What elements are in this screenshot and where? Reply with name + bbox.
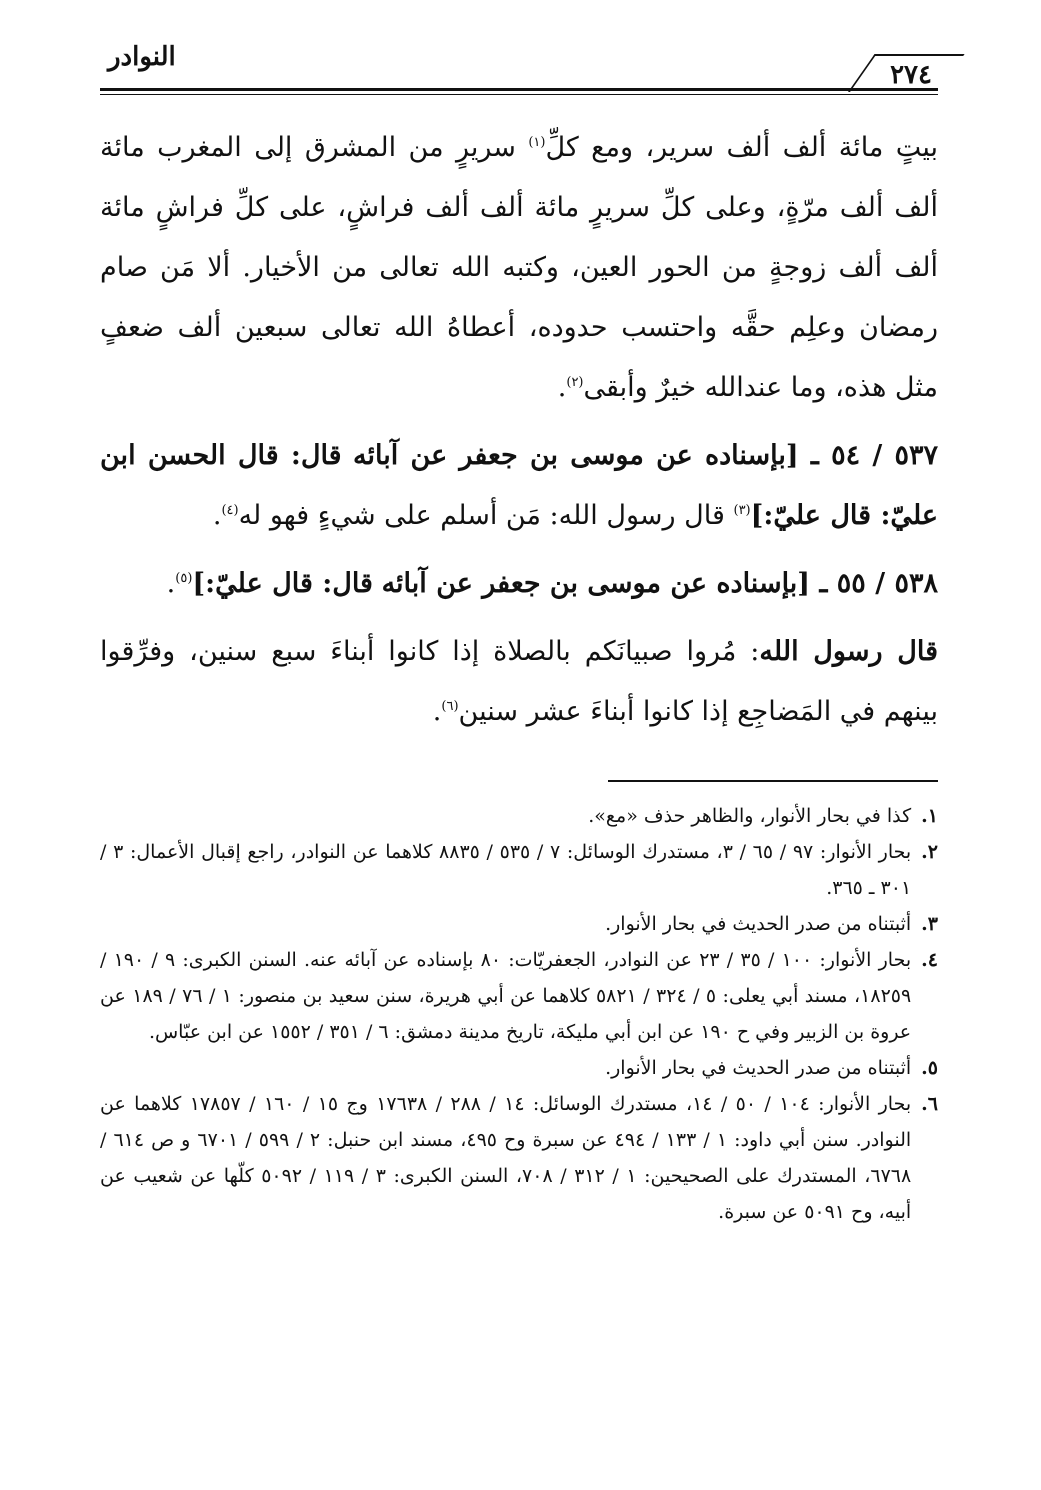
footnote-item: [100, 942, 938, 1050]
footnote-item: [100, 1086, 938, 1230]
hadith-chain: قال: قال عليّ:]: [192, 568, 373, 599]
header-rule: [100, 88, 938, 95]
footnote-number: ٥.: [921, 1057, 938, 1079]
hadith-text: : مُروا صبيانَكم بالصلاة إذا كانوا أبناءَ سبع سنين، وفرِّقوا بينهم في المَضاجِع إذا كانوا أبناءَ عشر سنين: [100, 636, 938, 727]
footnote-number: ٣.: [921, 913, 938, 935]
footnote-number: ١.: [921, 805, 938, 827]
main-text: [100, 118, 938, 750]
footnote-separator: [608, 780, 938, 782]
hadith-538-body: قال رسول الله: مُروا صبيانَكم بالصلاة إذا كانوا أبناءَ سبع سنين، وفرِّقوا بينهم في المَضاجِع إذا كانوا أبناءَ عشر سنين$^{(٦)}$.: [100, 636, 939, 727]
footnote-item: [100, 906, 938, 942]
running-title: النوادر: [108, 42, 176, 72]
footnote-number: ٦.: [921, 1093, 938, 1115]
footnote-text: كذا في بحار الأنوار، والظاهر حذف «مع».: [588, 805, 912, 827]
footnote-ref[interactable]: (٣): [733, 503, 751, 518]
page-number: ٢٧٤: [890, 60, 932, 90]
hadith-heading: ٥٣٨ / ٥٥ ـ [بإسناده عن موسى بن جعفر عن آبائه: [381, 568, 938, 599]
paragraph-text: سريرٍ من المشرق إلى المغرب مائة ألف ألف مرّةٍ، وعلى كلِّ سريرٍ مائة ألف ألف فراشٍ، على كلِّ فراشٍ مائة ألف ألف زوجةٍ من الحور العين، وكتبه الله تعالى من الأخيار. ألا مَن صام رمضان وعلِم حقَّه واحتسب حدوده، أعطاهُ الله تعالى سبعين ألف ضعفٍ مثل هذه، وما عندالله خيرٌ وأبقى: [100, 132, 938, 403]
footnote-text: بحار الأنوار: ١٠٤ / ٥٠ / ١٤، مستدرك الوسائل: ١٤ / ٢٨٨ / ١٧٦٣٨ وج ١٥ / ١٦٠ / ١٧٨٥٧ كلاهما عن النوادر. سنن أبي داود: ١ / ١٣٣ / ٤٩٤ عن سبرة وح ٤٩٥، مسند ابن حنبل: ٢ / ٥٩٩ / ٦٧٠١ و ص ٦١٤ / ٦٧٦٨، المستدرك على الصحيحين: ١ / ٣١٢ / ٧٠٨، السنن الكبرى: ٣ / ١١٩ / ٥٠٩٢ كلّها عن شعيب عن أبيه، وح ٥٠٩١ عن سبرة.: [100, 1093, 912, 1223]
footnote-number: ٢.: [921, 841, 938, 863]
paragraph-continuation: بيتٍ مائة ألف ألف سرير، ومع كلِّ$^{(١)}$ سريرٍ من المشرق إلى المغرب مائة ألف ألف مرّةٍ، وعلى كلِّ سريرٍ مائة ألف ألف فراشٍ، على كلِّ فراشٍ مائة ألف ألف زوجةٍ من الحور العين، وكتبه الله تعالى من الأخيار. ألا مَن صام رمضان وعلِم حقَّه واحتسب حدوده، أعطاهُ الله تعالى سبعين ألف ضعفٍ مثل هذه، وما عندالله خيرٌ وأبقى$^{(٢)}$.: [100, 132, 938, 403]
footnote-ref[interactable]: (٥): [175, 571, 193, 586]
hadith-text: قال رسول الله: مَن أسلم على شيءٍ فهو له: [238, 500, 725, 531]
footnote-ref[interactable]: (٦): [441, 699, 459, 714]
footnote-number: ٤.: [921, 949, 938, 971]
footnote-item: [100, 798, 938, 834]
footnote-item: [100, 834, 938, 906]
hadith-537: ٥٣٧ / ٥٤ ـ [بإسناده عن موسى بن جعفر عن آبائه قال: قال الحسن ابن عليّ: قال عليّ:]$^{(٣)}$ قال رسول الله: مَن أسلم على شيءٍ فهو له$^{(٤)}$.: [100, 440, 938, 531]
paragraph-text: بيتٍ مائة ألف ألف سرير، ومع كلِّ: [545, 132, 938, 163]
footnote-text: بحار الأنوار: ٩٧ / ٦٥ / ٣، مستدرك الوسائل: ٧ / ٥٣٥ / ٨٨٣٥ كلاهما عن النوادر، راجع إقبال الأعمال: ٣ / ٣٠١ ـ ٣٦٥.: [100, 841, 912, 899]
footnote-ref[interactable]: (٤): [221, 503, 239, 518]
hadith-heading: ٥٣٧ / ٥٤ ـ [بإسناده عن موسى بن جعفر عن آبائه: [353, 440, 938, 471]
page-header: [100, 40, 938, 100]
hadith-speaker: قال رسول الله: [759, 636, 939, 667]
footnote-ref[interactable]: (١): [528, 135, 546, 150]
footnote-text: أثبتناه من صدر الحديث في بحار الأنوار.: [605, 913, 912, 935]
footnote-ref[interactable]: (٢): [566, 375, 584, 390]
footnote-text: بحار الأنوار: ١٠٠ / ٣٥ / ٢٣ عن النوادر، الجعفريّات: ٨٠ بإسناده عن آبائه عنه. السنن الكبرى: ٩ / ١٩٠ / ١٨٢٥٩، مسند أبي يعلى: ٥ / ٣٢٤ / ٥٨٢١ كلاهما عن أبي هريرة، سنن سعيد بن منصور: ١ / ٧٦ / ١٨٩ عن عروة بن الزبير وفي ح ١٩٠ عن ابن أبي مليكة، تاريخ مدينة دمشق: ٦ / ٣٥١ / ١٥٥٢ عن ابن عبّاس.: [100, 949, 912, 1043]
footnote-item: [100, 1050, 938, 1086]
hadith-538: ٥٣٨ / ٥٥ ـ [بإسناده عن موسى بن جعفر عن آبائه قال: قال عليّ:]$^{(٥)}$.: [166, 568, 938, 599]
footnotes: [100, 798, 938, 1230]
footnote-text: أثبتناه من صدر الحديث في بحار الأنوار.: [605, 1057, 912, 1079]
hadith-chain: قال: قال الحسن ابن عليّ: قال عليّ:]: [100, 440, 938, 531]
